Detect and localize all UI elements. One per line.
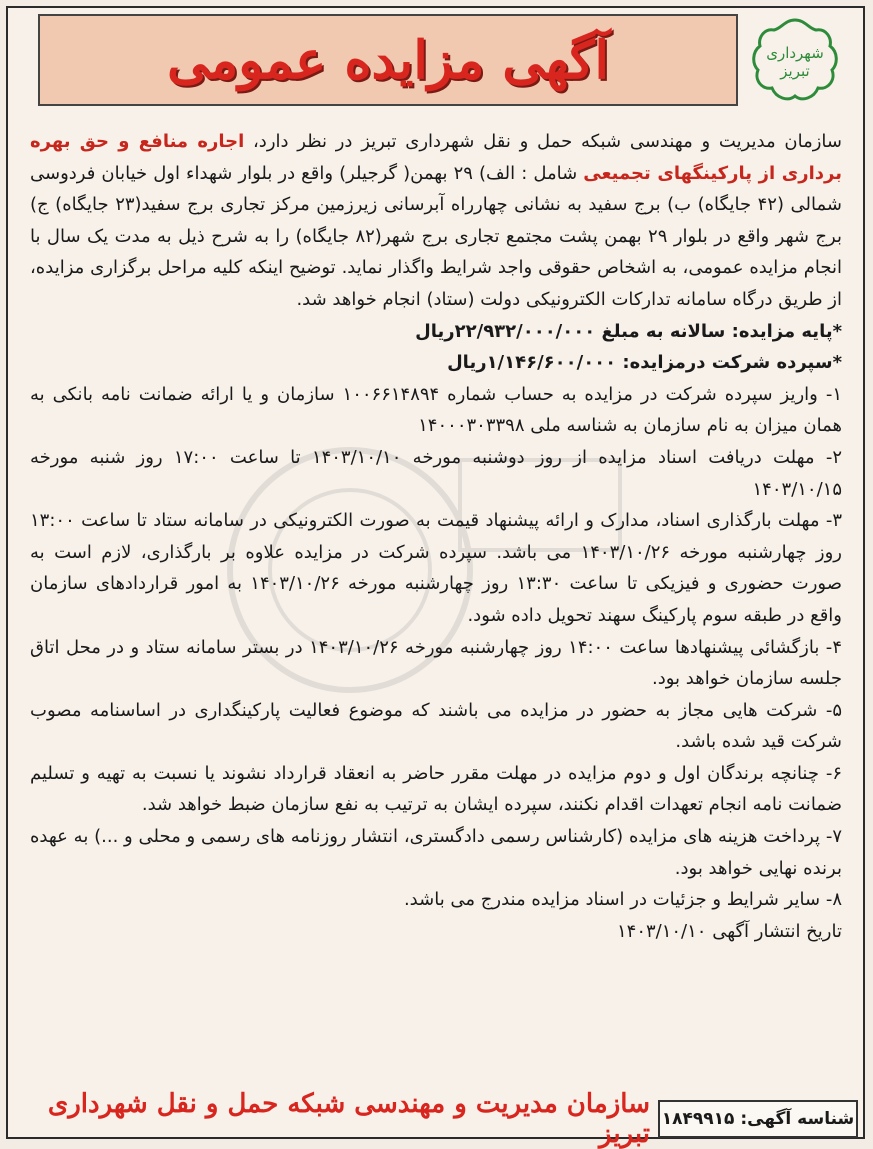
- notice-body: [30, 126, 842, 947]
- condition-item-2: ۲- مهلت دریافت اسناد مزایده از روز دوشنبه مورخه ۱۴۰۳/۱۰/۱۰ تا ساعت ۱۷:۰۰ روز شنبه مورخه ۱۴۰۳/۱۰/۱۵: [30, 446, 842, 500]
- publish-date: تاریخ انتشار آگهی ۱۴۰۳/۱۰/۱۰: [616, 920, 842, 942]
- organization-name: سازمان مدیریت و مهندسی شبکه حمل و نقل شهرداری تبریز: [47, 1089, 650, 1149]
- condition-item-5: ۵- شرکت هایی مجاز به حضور در مزایده می باشند که موضوع فعالیت پارکینگداری در اساسنامه مصوب شرکت قید شده باشد.: [30, 699, 842, 753]
- title-banner: [38, 14, 738, 106]
- logo-text-2: تبریز: [780, 62, 810, 80]
- condition-item-8: ۸- سایر شرایط و جزئیات در اسناد مزایده مندرج می باشد.: [403, 889, 842, 911]
- base-price: *پایه مزایده: سالانه به مبلغ ۲۲/۹۳۲/۰۰۰/۰۰۰ریال: [415, 320, 842, 342]
- deposit-amount: *سپرده شرکت درمزایده: ۱/۱۴۶/۶۰۰/۰۰۰ریال: [447, 352, 842, 374]
- intro-highlight: اجاره منافع و حق بهره برداری از پارکینگهای تجمیعی: [30, 131, 842, 184]
- page-title: آگهی مزایده عمومی: [167, 29, 609, 91]
- tabriz-municipality-logo: [750, 16, 840, 106]
- condition-item-3: ۳- مهلت بارگذاری اسناد، مدارک و ارائه پیشنهاد قیمت به صورت الکترونیکی در سامانه ستاد تا ساعت ۱۳:۰۰ روز چهارشنبه مورخه ۱۴۰۳/۱۰/۲۶ می باشد. سپرده شرکت در مزایده علاوه بر بارگذاری، لازم است به صورت حضوری و فیزیکی تا ساعت ۱۳:۳۰ روز چهارشنبه مورخه ۱۴۰۳/۱۰/۲۶ به امور قراردادهای سازمان واقع در طبقه سوم پارکینگ سهند تحویل داده شود.: [30, 510, 842, 626]
- condition-item-4: ۴- بازگشائی پیشنهادها ساعت ۱۴:۰۰ روز چهارشنبه مورخه ۱۴۰۳/۱۰/۲۶ در بستر سامانه ستاد و در محل اتاق جلسه سازمان خواهد بود.: [30, 636, 842, 690]
- intro-text-1: سازمان مدیریت و مهندسی شبکه حمل و نقل شهرداری تبریز در نظر دارد،: [244, 131, 842, 152]
- intro-text-2: شامل : الف) ۲۹ بهمن( گرجیلر) واقع در بلوار شهداء اول خیابان فردوسی شمالی (۴۲ جایگاه) ب) برج سفید به نشانی چهارراه آبرسانی زیرزمین مرکز تجاری برج سفید(۲۳ جایگاه) ج) برج شهر واقع در بلوار ۲۹ بهمن پشت مجتمع تجاری برج شهر(۸۲ جایگاه) را به شرح ذیل به مدت یک سال با انجام مزایده عمومی، به اشخاص حقوقی واجد شرایط واگذار نماید. توضیح اینکه کلیه مراحل برگزاری مزایده، از طریق درگاه سامانه تدارکات الکترونیکی دولت (ستاد) انجام خواهد شد.: [30, 162, 842, 310]
- condition-item-7: ۷- پرداخت هزینه های مزایده (کارشناس رسمی دادگستری، انتشار روزنامه های رسمی و محلی و ...) به عهده برنده نهایی خواهد بود.: [30, 826, 842, 879]
- ad-id: شناسه آگهی: ۱۸۴۹۹۱۵: [658, 1100, 858, 1138]
- condition-item-6: ۶- چنانچه برندگان اول و دوم مزایده در مهلت مقرر حاضر به انعقاد قرارداد نشوند یا نسبت به تهیه و تسلیم ضمانت نامه انجام تعهدات اقدام نکنند، سپرده ایشان به ترتیب به نفع سازمان ضبط خواهد شد.: [30, 762, 842, 816]
- logo-text-1: شهرداری: [766, 44, 824, 62]
- intro-paragraph: [30, 126, 842, 316]
- condition-item-1: ۱- واریز سپرده شرکت در مزایده به حساب شماره ۱۰۰۶۶۱۴۸۹۴ سازمان و یا ارائه ضمانت نامه بانکی به همان میزان به نام سازمان به شناسه ملی ۱۴۰۰۰۳۰۳۳۹۸: [30, 383, 842, 437]
